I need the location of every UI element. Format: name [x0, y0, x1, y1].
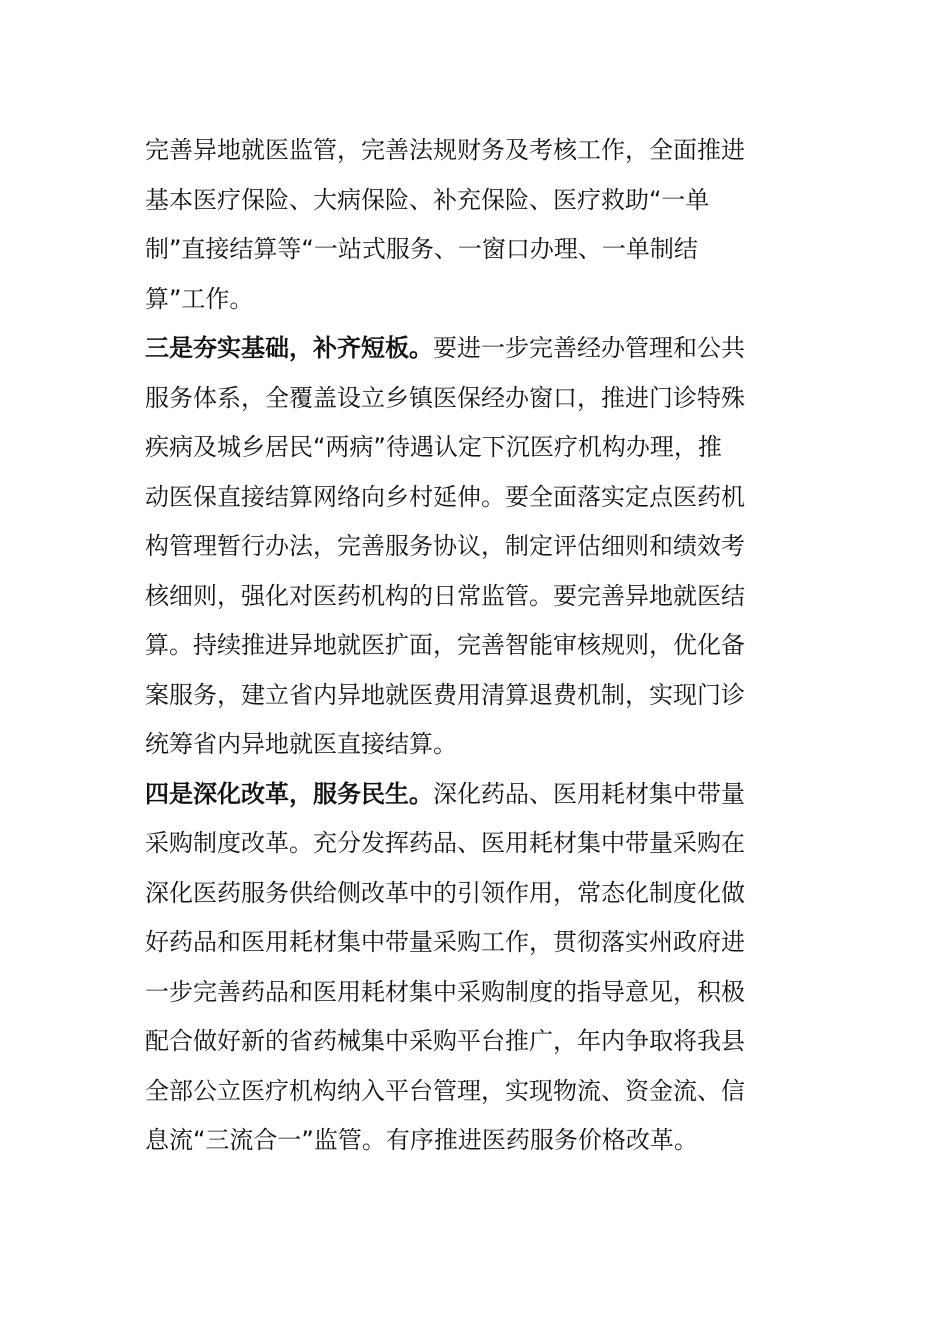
text-line: 服务体系，全覆盖设立乡镇医保经办窗口，推进门诊特殊 [145, 383, 745, 412]
text-line: 采购制度改革。充分发挥药品、医用耗材集中带量采购在 [145, 829, 745, 857]
text-line: 构管理暂行办法，完善服务协议，制定评估细则和绩效考 [145, 532, 745, 560]
text-line-first [145, 770, 790, 820]
text-line: 制”直接结算等“一站式服务、一窗口办理、一单制结 [145, 235, 698, 263]
text-line: 息流“三流合一”监管。有序推进医药服务价格改革。 [145, 1126, 698, 1154]
text-line: 核细则，强化对医药机构的日常监管。要完善异地就医结 [145, 581, 745, 610]
text-line: 基本医疗保险、大病保险、补充保险、医疗救助“一单 [145, 185, 710, 214]
paragraph-1 [145, 126, 790, 324]
text-line: 配合做好新的省药械集中采购平台推广，年内争取将我县 [145, 1027, 745, 1055]
text-line: 案服务，建立省内异地就医费用清算退费机制，实现门诊 [145, 680, 745, 709]
text-line: 算”工作。 [145, 284, 254, 313]
text-line: 好药品和医用耗材集中带量采购工作，贯彻落实州政府进 [145, 928, 745, 956]
text-line: 疾病及城乡居民“两病”待遇认定下沉医疗机构办理，推 [145, 433, 722, 461]
text-line-first [145, 324, 790, 374]
paragraph-first-text: 要进一步完善经办管理和公共 [433, 334, 745, 362]
paragraph-2 [145, 324, 790, 770]
text-line: 深化医药服务供给侧改革中的引领作用，常态化制度化做 [145, 878, 745, 907]
document-body [145, 126, 790, 1166]
text-line: 统筹省内异地就医直接结算。 [145, 730, 457, 758]
text-line: 完善异地就医监管，完善法规财务及考核工作，全面推进 [145, 136, 745, 164]
text-line: 动医保直接结算网络向乡村延伸。要全面落实定点医药机 [145, 482, 745, 511]
text-line: 全部公立医疗机构纳入平台管理，实现物流、资金流、信 [145, 1076, 745, 1105]
paragraph-first-text: 深化药品、医用耗材集中带量 [433, 779, 745, 808]
text-line: 算。持续推进异地就医扩面，完善智能审核规则，优化备 [145, 631, 745, 659]
paragraph-heading: 四是深化改革，服务民生。 [145, 779, 433, 808]
text-line: 一步完善药品和医用耗材集中采购制度的指导意见，积极 [145, 977, 745, 1006]
paragraph-heading: 三是夯实基础，补齐短板。 [145, 334, 433, 362]
paragraph-3 [145, 770, 790, 1166]
